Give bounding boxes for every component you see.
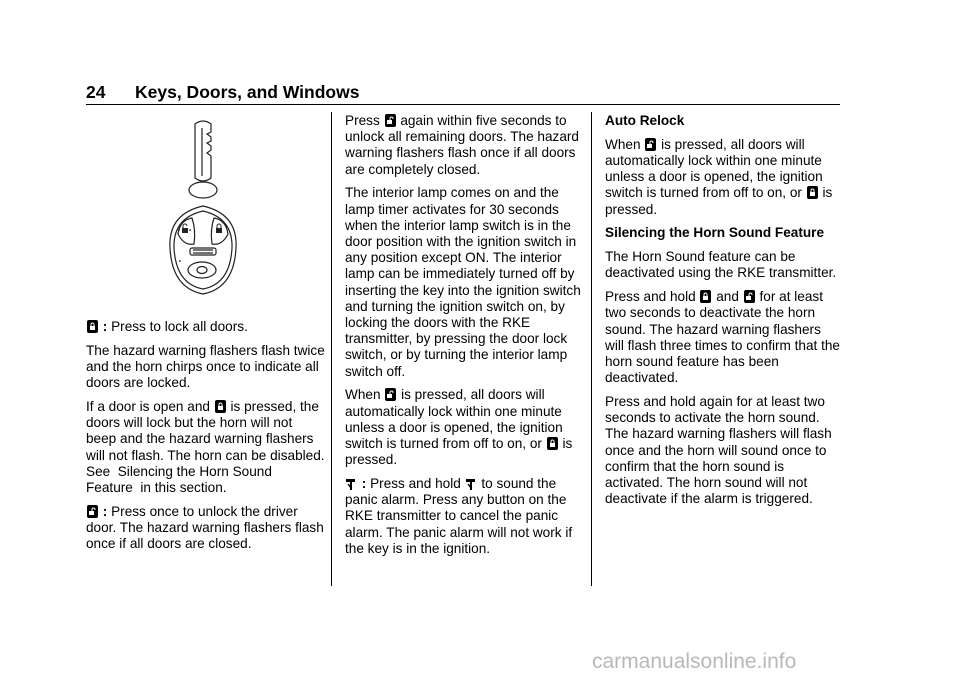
paragraph-activate-horn: Press and hold again for at least two seconds to activate the horn sound. The hazard warning flashers will flash once and the horn will sound once to confirm that the horn sound is activated. The horn sound will not deactivate if the alarm is triggered. [605,394,832,507]
unlock-icon [645,138,656,151]
panic-horn-icon [466,477,477,490]
lock-icon [807,186,818,199]
watermark: carmanualsonline.info [592,650,797,673]
paragraph-auto-relock: When is pressed, all doors will automatically lock within one minute unless a door is opened, the ignition switch is turned from off to on, or is pressed. [605,136,833,217]
page-header [86,82,359,103]
lock-button-description: : Press to lock all doors. [86,319,326,335]
header-rule [86,104,840,105]
paragraph-unlock-again: Press again within five seconds to unlock all remaining doors. The hazard warning flashers flash once if all doors are completely closed. [345,113,579,177]
lock-icon [215,400,226,413]
lock-icon [87,320,98,333]
panic-button-description: : Press and hold to sound the panic alarm. Press any button on the RKE transmitter to cancel the panic alarm. The panic alarm will not work if the key is in the ignition. [345,476,573,556]
paragraph-auto-lock: When is pressed, all doors will automatically lock within one minute unless a door is opened, the ignition switch is turned from off to on, or is pressed. [345,387,573,468]
paragraph-press-hold: Press and hold and for at least two seconds to deactivate the horn sound. The hazard warning flashers will flash three times to confirm that the horn sound feature has been deactivated. [605,289,840,386]
heading-auto-relock: Auto Relock [605,113,685,128]
column-middle [345,113,585,565]
column-divider-2 [591,112,592,586]
section-title: Keys, Doors, and Windows [135,82,360,102]
paragraph-door-open: If a door is open and is pressed, the doors will lock but the horn will not beep and the hazard warning flashers will not flash. The horn can be disabled. See Silencing the Horn Sound Feature in this section. [86,399,325,496]
unlock-icon [87,505,98,518]
panic-horn-icon [346,477,357,490]
paragraph-hazard-flash: The hazard warning flashers flash twice and the horn chirps once to indicate all doors are locked. [86,342,325,391]
key-fob-illustration [162,118,242,298]
lock-icon [547,437,558,450]
column-right [605,113,841,515]
heading-silencing-horn: Silencing the Horn Sound Feature [605,225,825,241]
column-divider-1 [331,112,332,586]
page-number: 24 [86,82,106,102]
paragraph-horn-deactivated: The Horn Sound feature can be deactivated using the RKE transmitter. [605,249,837,281]
unlock-button-description: : Press once to unlock the driver door. The hazard warning flashers flash once if all doors are closed. [86,503,324,552]
unlock-icon [385,388,396,401]
unlock-icon [385,114,396,127]
unlock-icon [744,290,755,303]
lock-icon [700,290,711,303]
column-left [86,319,326,560]
paragraph-interior-lamp: The interior lamp comes on and the lamp timer activates for 30 seconds when the interior lamp switch is in the door position with the ignition switch in any position except ON. The interior lamp can be immediately turned off by inserting the key into the ignition switch and turning the ignition switch on, by locking the doors with the RKE transmitter, by pressing the door lock switch, or by turning the interior lamp switch off. [345,185,581,379]
